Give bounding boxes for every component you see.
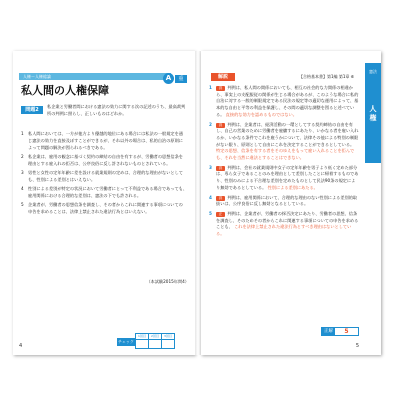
choice-item: [21, 131, 187, 151]
explanation-highlight: 性別による差別にあたる。: [267, 184, 318, 190]
explanation-text: 判例は、企業者は、経済活動の一環としてする契約締結の自由を有し、自己の営業のために労働者を雇傭するにあたり、いかなる者を雇い入れるか、いかなる条件でこれを雇うかについて、法律その他による特別の制限がない限り、原則として自由にこれを決定することができるとしている。: [216, 121, 359, 147]
choice-item: [21, 154, 187, 168]
topic-title: 私人間の人権保障: [21, 85, 109, 97]
explanation-highlight: これを法律上禁止された違法行為とすべき理由はないとしている。: [216, 224, 352, 237]
verdict-badge: 正: [216, 212, 225, 217]
check-label: チェック欄: [118, 339, 134, 352]
choice-item: [21, 202, 187, 216]
explanation-text: 判例は、雇用関係において、合理的な理由のない性別による差別的取扱いは、公序良俗に反し無効となるとしている。: [216, 194, 358, 207]
side-tab-subject: 憲法: [369, 69, 377, 74]
reference-line: 【合格基本書】第1編 第1章 ⑥: [299, 74, 355, 79]
choice-item: [21, 170, 187, 184]
choice-text: 私企業は、雇用の観念に基づく契約の締結の自由を有するが、労働者の思想信条を理由とする雇入れの拒否は、公序良俗に反し許されないものとされている。: [28, 153, 183, 166]
side-tab-section: 人権: [369, 105, 377, 122]
explanation-item: [209, 211, 359, 238]
verdict-badge: 誤: [216, 123, 225, 128]
verdict-badge: 誤: [216, 196, 225, 201]
check-cell[interactable]: [162, 339, 175, 348]
choice-text: 男性と女性の定年年齢に差を設ける就業規則の定めは、合理的な理由がないとしても、性別による差別とはいえない。: [28, 169, 183, 182]
choice-text: 私人間においては、一方が他方より優越的地位にある場合には私法の一般規定を通じ憲法の効力を直接及ぼすことができるが、それ以外の場合は、私的自治の原則によって問題の解決が図られるべきである。: [28, 131, 183, 150]
check-table: [135, 333, 175, 349]
exam-source: （本試験2015年問4）: [146, 279, 189, 284]
explanation-number: 2: [209, 121, 212, 127]
answer-label: 正解: [324, 329, 333, 334]
explanation-item: [209, 85, 359, 119]
question-text: 私企業と労働者間における憲法の効力に関する次の記述のうち、最高裁判所の判例に照らし、正しいものはどれか。: [47, 104, 186, 116]
answer-box: [321, 327, 359, 336]
verdict-badge: 誤: [216, 86, 225, 91]
choice-item: [21, 186, 187, 200]
check-header: 2回目: [149, 334, 162, 340]
explanation-highlight: 特定の思想、信条を有する者をそのゆえをもって雇い入れることを拒んでも、それを当然に違法とすることはできない。: [216, 148, 355, 161]
right-page: [201, 51, 381, 355]
explanation-list: [209, 85, 359, 241]
answer-value: 5: [344, 328, 349, 335]
explanation-number: 3: [209, 164, 212, 170]
explanation-text: 判例は、企業者が、労働者の採否決定にあたり、労働者の思想、信条を調査し、そのためその者からこれに関連する事項についての申告を求めることも、: [216, 210, 359, 230]
page-number: 5: [355, 343, 359, 349]
choice-text: 企業者が、労働者の思想信条を調査し、その者からこれに関連する事項についての申告を求めることは、法律上禁止された違法行為とはいえない。: [28, 202, 183, 214]
verdict-badge: 誤: [216, 166, 225, 171]
explanation-number: 1: [209, 85, 212, 90]
rank-tag: 重: [175, 75, 187, 83]
side-tab: [365, 63, 381, 163]
explanation-number: 5: [209, 210, 212, 216]
explanation-highlight: 直接的な効力を認めるものではない。: [225, 111, 297, 117]
choice-number: 2: [21, 153, 24, 159]
choice-number: 1: [21, 131, 24, 136]
choice-number: 3: [21, 169, 24, 175]
chapter-band: 人権ー人権総論: [19, 73, 171, 80]
choice-list: [21, 131, 187, 218]
check-header: 1回目: [136, 334, 149, 340]
choice-text: 性別による差別が特定の状況において労働者にとって不利益である場合であっても、雇用関係における合理的な差別は、憲法の下でも許される。: [28, 186, 188, 198]
explanation-number: 4: [209, 194, 212, 200]
left-page: [13, 51, 195, 355]
problem-label: 問題2: [21, 106, 43, 114]
choice-number: 5: [21, 202, 24, 208]
explanation-item: [209, 195, 359, 208]
explanation-item: [209, 122, 359, 162]
explanation-item: [209, 165, 359, 192]
explanation-label: 解説: [211, 73, 235, 81]
choice-number: 4: [21, 186, 24, 192]
explanation-text: 判例は、私人間の関係においても、相互の社会的な力関係の相違から、事実上の支配服従の関係が生じる場合があるが、このような場合に私的自治に対する一般的制限規定である民法の規定等の適切な運用によって、基本的な自由と平等の利益を保護し、その間の適切な調整を図ると述べている。: [216, 85, 359, 117]
rank-badge: A: [163, 73, 174, 84]
check-header: 3回目: [162, 334, 175, 340]
check-cell[interactable]: [149, 339, 162, 348]
explanation-text: 判例は、会社の就業規則中女子の定年年齢を男子より低く定めた部分は、専ら女子であることのみを理由として差別したことに帰着するものであり、性別のみによる不合理な差別を定めたものとして民法90条の規定により無効であるとしている。: [216, 164, 359, 190]
page-number: 4: [19, 343, 23, 349]
check-cell[interactable]: [136, 339, 149, 348]
